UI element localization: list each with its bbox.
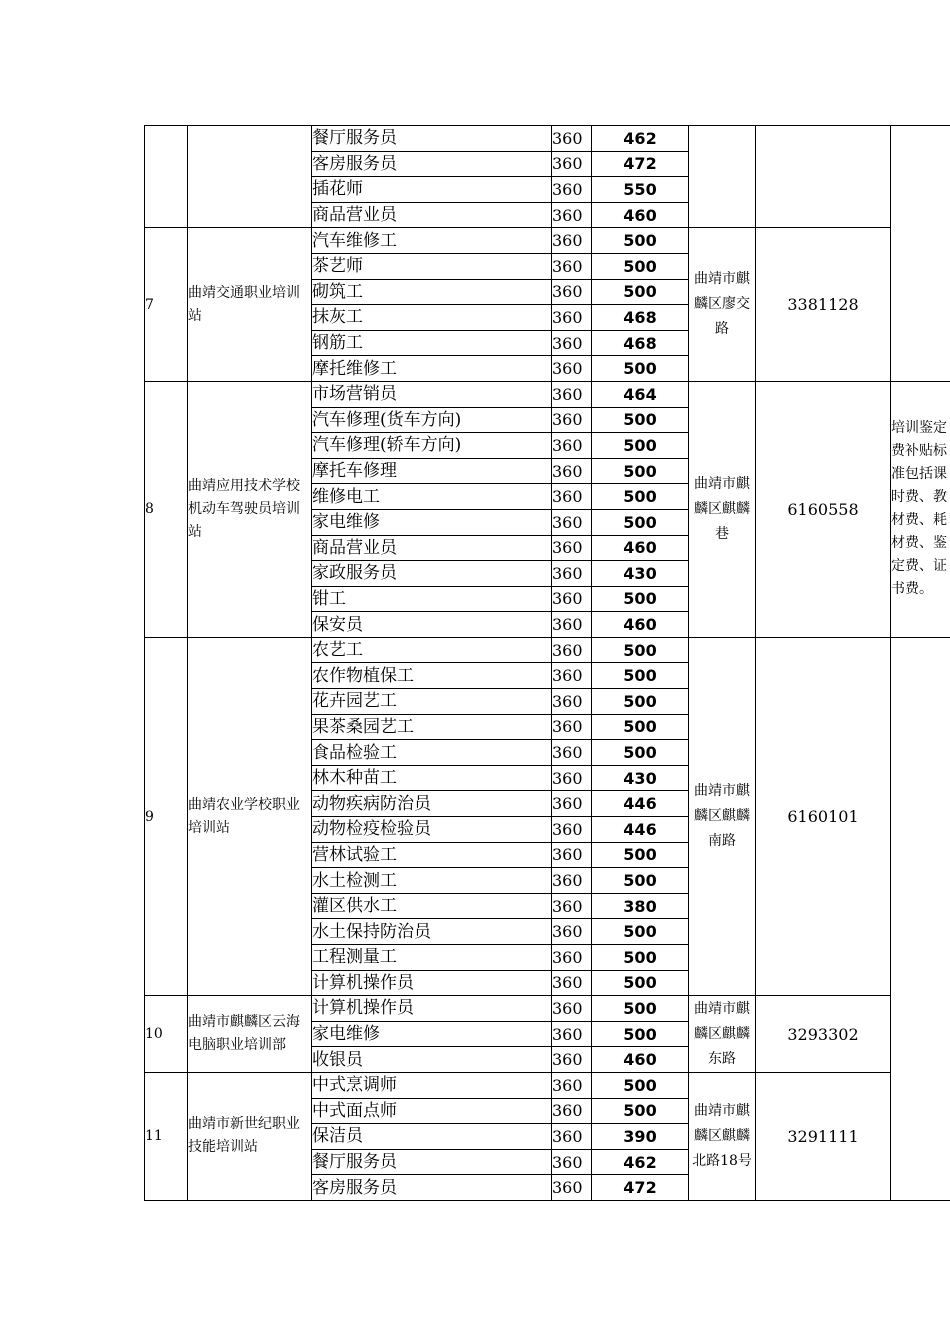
station-address: 曲靖市麒麟区麒麟北路18号 <box>689 1072 756 1200</box>
station-name <box>188 126 312 228</box>
subsidy-fee: 430 <box>592 561 689 587</box>
subsidy-fee: 500 <box>592 484 689 510</box>
training-hours: 360 <box>552 1021 592 1047</box>
job-title: 茶艺师 <box>312 253 552 279</box>
subsidy-fee: 500 <box>592 868 689 894</box>
subsidy-fee: 380 <box>592 893 689 919</box>
training-hours: 360 <box>552 381 592 407</box>
station-address: 曲靖市麒麟区麒麟南路 <box>689 637 756 995</box>
table-row <box>145 126 950 152</box>
training-fee-table <box>144 125 950 1201</box>
training-hours: 360 <box>552 1098 592 1124</box>
subsidy-fee: 500 <box>592 1021 689 1047</box>
training-hours: 360 <box>552 868 592 894</box>
subsidy-fee: 500 <box>592 1098 689 1124</box>
training-hours: 360 <box>552 842 592 868</box>
training-hours: 360 <box>552 279 592 305</box>
job-title: 中式烹调师 <box>312 1072 552 1098</box>
training-hours: 360 <box>552 765 592 791</box>
subsidy-fee: 550 <box>592 177 689 203</box>
table-row <box>145 228 950 254</box>
station-number: 7 <box>145 228 188 382</box>
training-hours: 360 <box>552 1149 592 1175</box>
job-title: 家电维修 <box>312 1021 552 1047</box>
subsidy-fee: 468 <box>592 305 689 331</box>
station-name: 曲靖交通职业培训站 <box>188 228 312 382</box>
job-title: 市场营销员 <box>312 381 552 407</box>
job-title: 保安员 <box>312 612 552 638</box>
subsidy-fee: 460 <box>592 612 689 638</box>
subsidy-fee: 462 <box>592 126 689 152</box>
training-hours: 360 <box>552 1124 592 1150</box>
training-hours: 360 <box>552 689 592 715</box>
table-row <box>145 1072 950 1098</box>
subsidy-fee: 460 <box>592 202 689 228</box>
job-title: 汽车维修工 <box>312 228 552 254</box>
subsidy-fee: 500 <box>592 996 689 1022</box>
subsidy-fee: 446 <box>592 817 689 843</box>
subsidy-fee: 500 <box>592 1072 689 1098</box>
training-hours: 360 <box>552 305 592 331</box>
station-phone: 3381128 <box>756 228 891 382</box>
job-title: 收银员 <box>312 1047 552 1073</box>
training-hours: 360 <box>552 817 592 843</box>
subsidy-fee: 500 <box>592 970 689 996</box>
training-hours: 360 <box>552 637 592 663</box>
training-hours: 360 <box>552 663 592 689</box>
station-name: 曲靖市新世纪职业技能培训站 <box>188 1072 312 1200</box>
subsidy-fee: 462 <box>592 1149 689 1175</box>
subsidy-fee: 500 <box>592 407 689 433</box>
station-name: 曲靖应用技术学校机动车驾驶员培训站 <box>188 381 312 637</box>
subsidy-fee: 500 <box>592 945 689 971</box>
job-title: 餐厅服务员 <box>312 126 552 152</box>
subsidy-fee: 472 <box>592 151 689 177</box>
subsidy-fee: 390 <box>592 1124 689 1150</box>
training-hours: 360 <box>552 458 592 484</box>
training-hours: 360 <box>552 151 592 177</box>
job-title: 汽车修理(货车方向) <box>312 407 552 433</box>
station-phone: 6160558 <box>756 381 891 637</box>
training-hours: 360 <box>552 612 592 638</box>
job-title: 客房服务员 <box>312 1175 552 1201</box>
training-hours: 360 <box>552 509 592 535</box>
training-hours: 360 <box>552 945 592 971</box>
job-title: 客房服务员 <box>312 151 552 177</box>
training-hours: 360 <box>552 586 592 612</box>
subsidy-fee: 430 <box>592 765 689 791</box>
training-hours: 360 <box>552 228 592 254</box>
job-title: 动物疾病防治员 <box>312 791 552 817</box>
training-hours: 360 <box>552 791 592 817</box>
subsidy-fee: 500 <box>592 637 689 663</box>
job-title: 保洁员 <box>312 1124 552 1150</box>
training-hours: 360 <box>552 253 592 279</box>
table-row <box>145 996 950 1022</box>
station-phone: 3293302 <box>756 996 891 1073</box>
subsidy-fee: 500 <box>592 740 689 766</box>
subsidy-fee: 468 <box>592 330 689 356</box>
training-hours: 360 <box>552 535 592 561</box>
subsidy-fee: 500 <box>592 433 689 459</box>
training-hours: 360 <box>552 126 592 152</box>
subsidy-fee: 500 <box>592 842 689 868</box>
station-name: 曲靖农业学校职业培训站 <box>188 637 312 995</box>
station-address: 曲靖市麒麟区麒麟巷 <box>689 381 756 637</box>
station-number: 8 <box>145 381 188 637</box>
job-title: 水土检测工 <box>312 868 552 894</box>
job-title: 抹灰工 <box>312 305 552 331</box>
job-title: 花卉园艺工 <box>312 689 552 715</box>
training-hours: 360 <box>552 330 592 356</box>
station-phone: 6160101 <box>756 637 891 995</box>
station-address: 曲靖市麒麟区廖交路 <box>689 228 756 382</box>
job-title: 水土保持防治员 <box>312 919 552 945</box>
job-title: 维修电工 <box>312 484 552 510</box>
table-row <box>145 381 950 407</box>
job-title: 林木种苗工 <box>312 765 552 791</box>
subsidy-fee: 500 <box>592 279 689 305</box>
job-title: 插花师 <box>312 177 552 203</box>
job-title: 计算机操作员 <box>312 996 552 1022</box>
job-title: 农作物植保工 <box>312 663 552 689</box>
training-hours: 360 <box>552 561 592 587</box>
station-number: 11 <box>145 1072 188 1200</box>
training-hours: 360 <box>552 970 592 996</box>
job-title: 果茶桑园艺工 <box>312 714 552 740</box>
job-title: 餐厅服务员 <box>312 1149 552 1175</box>
training-hours: 360 <box>552 433 592 459</box>
job-title: 工程测量工 <box>312 945 552 971</box>
subsidy-fee: 500 <box>592 458 689 484</box>
note-empty-top <box>891 126 950 382</box>
note-empty-bottom <box>891 637 950 1200</box>
station-name: 曲靖市麒麟区云海电脑职业培训部 <box>188 996 312 1073</box>
subsidy-fee: 500 <box>592 228 689 254</box>
job-title: 动物检疫检验员 <box>312 817 552 843</box>
job-title: 摩托维修工 <box>312 356 552 382</box>
subsidy-fee: 500 <box>592 919 689 945</box>
job-title: 灌区供水工 <box>312 893 552 919</box>
subsidy-fee: 500 <box>592 586 689 612</box>
training-hours: 360 <box>552 1072 592 1098</box>
subsidy-fee: 500 <box>592 253 689 279</box>
station-phone <box>756 126 891 228</box>
training-hours: 360 <box>552 177 592 203</box>
station-phone: 3291111 <box>756 1072 891 1200</box>
station-address: 曲靖市麒麟区麒麟东路 <box>689 996 756 1073</box>
station-address <box>689 126 756 228</box>
job-title: 钳工 <box>312 586 552 612</box>
job-title: 计算机操作员 <box>312 970 552 996</box>
training-hours: 360 <box>552 356 592 382</box>
job-title: 砌筑工 <box>312 279 552 305</box>
subsidy-note: 培训鉴定费补贴标准包括课时费、教材费、耗材费、鉴定费、证书费。 <box>891 381 950 637</box>
job-title: 营林试验工 <box>312 842 552 868</box>
training-hours: 360 <box>552 740 592 766</box>
training-hours: 360 <box>552 407 592 433</box>
station-number: 9 <box>145 637 188 995</box>
job-title: 家政服务员 <box>312 561 552 587</box>
training-hours: 360 <box>552 919 592 945</box>
subsidy-fee: 464 <box>592 381 689 407</box>
training-hours: 360 <box>552 202 592 228</box>
subsidy-fee: 446 <box>592 791 689 817</box>
station-number: 10 <box>145 996 188 1073</box>
subsidy-fee: 472 <box>592 1175 689 1201</box>
job-title: 商品营业员 <box>312 535 552 561</box>
training-hours: 360 <box>552 1047 592 1073</box>
subsidy-fee: 500 <box>592 356 689 382</box>
training-hours: 360 <box>552 996 592 1022</box>
subsidy-fee: 500 <box>592 689 689 715</box>
training-hours: 360 <box>552 893 592 919</box>
training-hours: 360 <box>552 1175 592 1201</box>
job-title: 商品营业员 <box>312 202 552 228</box>
job-title: 农艺工 <box>312 637 552 663</box>
subsidy-fee: 500 <box>592 663 689 689</box>
table-row <box>145 637 950 663</box>
job-title: 中式面点师 <box>312 1098 552 1124</box>
station-number <box>145 126 188 228</box>
subsidy-fee: 460 <box>592 1047 689 1073</box>
job-title: 摩托车修理 <box>312 458 552 484</box>
job-title: 汽车修理(轿车方向) <box>312 433 552 459</box>
subsidy-fee: 500 <box>592 509 689 535</box>
job-title: 钢筋工 <box>312 330 552 356</box>
subsidy-fee: 460 <box>592 535 689 561</box>
table-body <box>145 126 950 1201</box>
training-hours: 360 <box>552 484 592 510</box>
subsidy-fee: 500 <box>592 714 689 740</box>
training-hours: 360 <box>552 714 592 740</box>
job-title: 食品检验工 <box>312 740 552 766</box>
job-title: 家电维修 <box>312 509 552 535</box>
